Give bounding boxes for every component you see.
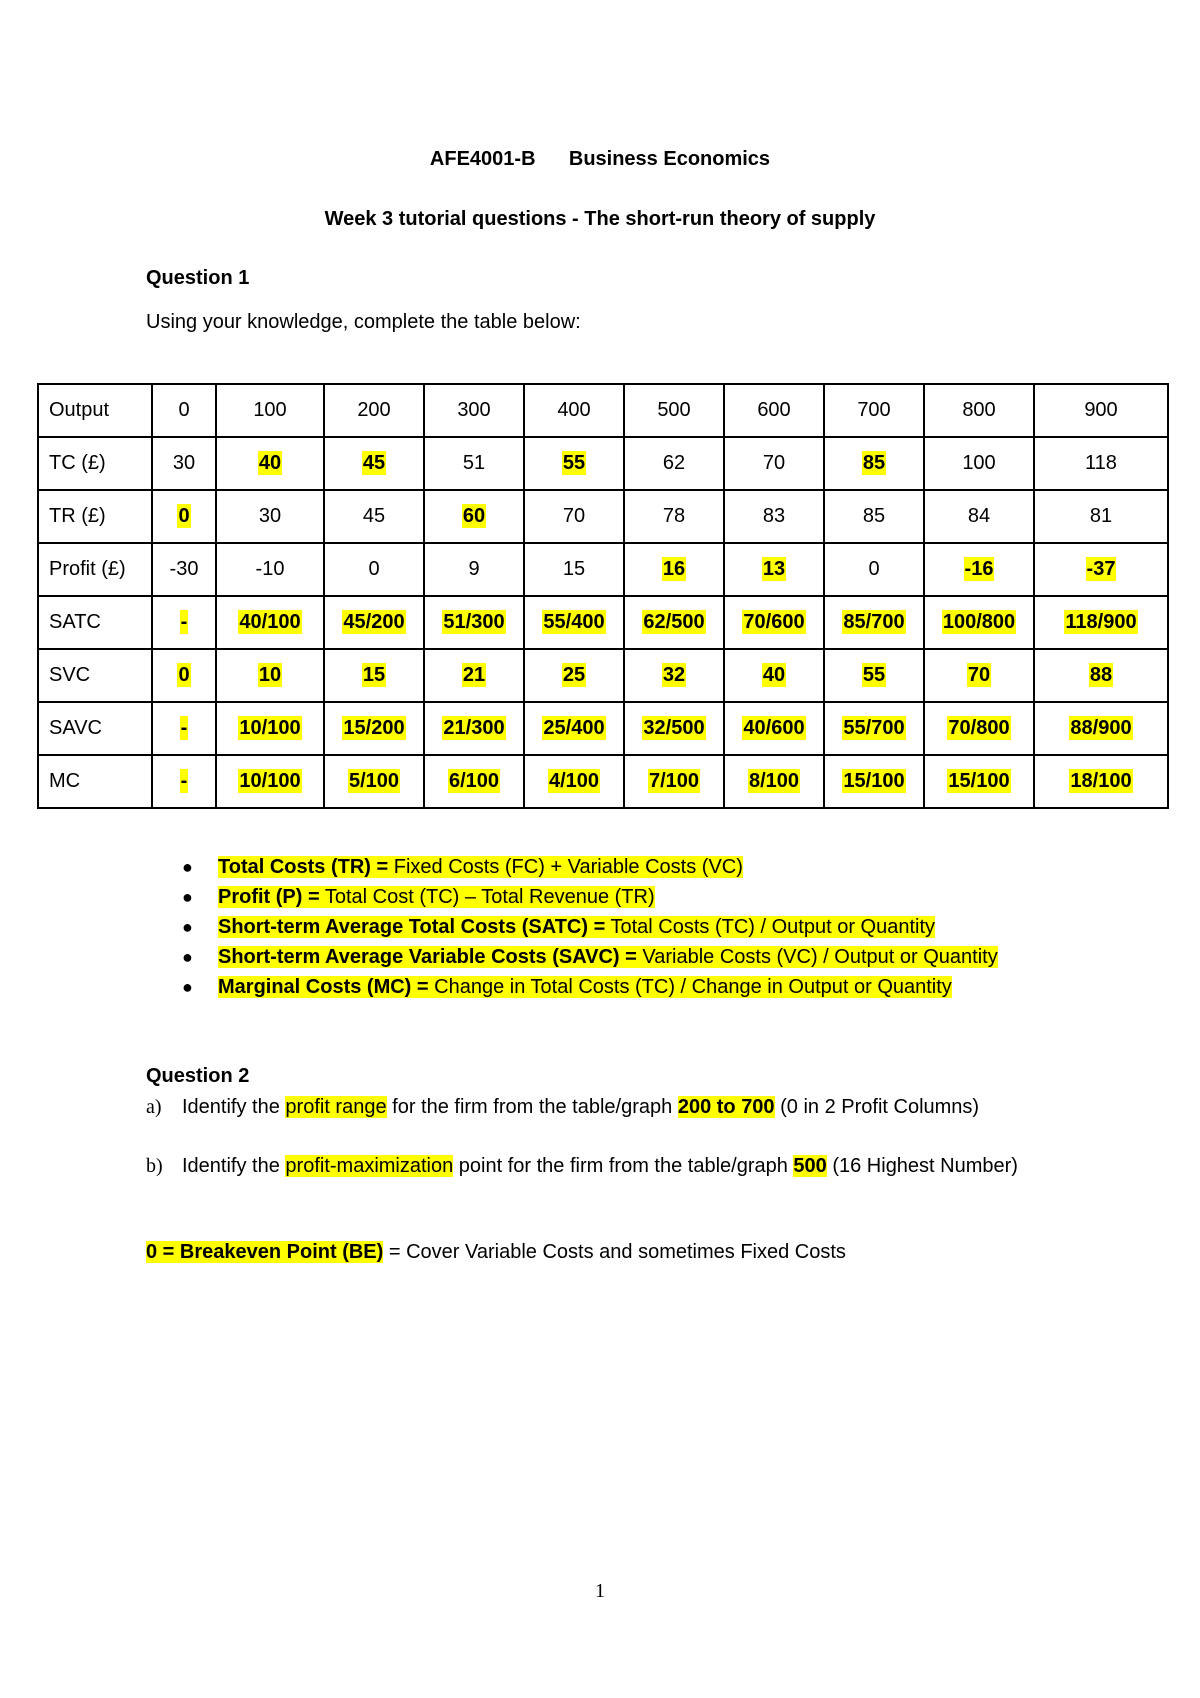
bullet-icon: ● (182, 977, 193, 997)
cell-value: 55 (562, 452, 586, 474)
cell-value: 32 (662, 664, 686, 686)
cell-value: 40 (258, 452, 282, 474)
cost-revenue-table (37, 383, 1169, 809)
row-label: SAVC (38, 702, 152, 755)
cell-value: -37 (1086, 558, 1116, 580)
cell-value: 70/600 (743, 611, 805, 633)
cell-value: 81 (1089, 505, 1113, 527)
table-row (38, 649, 1168, 702)
table-cell (216, 649, 324, 702)
formula-term: Short-term Average Variable Costs (SAVC) = (218, 946, 637, 968)
table-cell (524, 755, 624, 808)
table-cell (1034, 490, 1168, 543)
table-cell (216, 437, 324, 490)
formula-term: Total Costs (TR) = (218, 856, 389, 878)
output-header-cell: 400 (524, 384, 624, 437)
table-cell (624, 596, 724, 649)
bullet-icon: ● (182, 917, 193, 937)
table-cell (624, 490, 724, 543)
page-number: 1 (595, 1580, 605, 1602)
cell-value: 85 (862, 505, 886, 527)
output-header-cell: 600 (724, 384, 824, 437)
cell-value: 0 (178, 505, 190, 527)
cell-value: 21/300 (443, 717, 505, 739)
q2a-prefix: Identify the (182, 1096, 286, 1118)
list-item (170, 942, 998, 972)
cell-value: 51 (462, 452, 486, 474)
cell-value: 25 (562, 664, 586, 686)
cell-value: 5/100 (348, 770, 400, 792)
table-cell (524, 596, 624, 649)
cell-value: 55/700 (843, 717, 905, 739)
row-label: SVC (38, 649, 152, 702)
cell-value: 100/800 (942, 611, 1016, 633)
cell-value: 15/100 (948, 770, 1010, 792)
table-cell (624, 543, 724, 596)
cell-value: 30 (172, 452, 196, 474)
table-cell (724, 702, 824, 755)
bullet-icon: ● (182, 857, 193, 877)
table-cell (824, 755, 924, 808)
list-item (170, 912, 998, 942)
formula-text (218, 946, 998, 968)
cell-value: 40 (762, 664, 786, 686)
table-cell (924, 702, 1034, 755)
table-cell (824, 543, 924, 596)
table-cell (424, 437, 524, 490)
cell-value: 40/100 (239, 611, 301, 633)
cell-value: 84 (967, 505, 991, 527)
table-cell (1034, 543, 1168, 596)
table-cell (1034, 755, 1168, 808)
cell-value: 15 (562, 558, 586, 580)
cell-value: -16 (964, 558, 994, 580)
table-cell (324, 702, 424, 755)
table-cell (624, 437, 724, 490)
table-cell (924, 490, 1034, 543)
table-header-row (38, 384, 1168, 437)
cell-value: - (180, 770, 188, 792)
output-header-cell: 800 (924, 384, 1034, 437)
output-header-cell: 700 (824, 384, 924, 437)
cell-value: 13 (762, 558, 786, 580)
cell-value: 62/500 (643, 611, 705, 633)
table-row (38, 702, 1168, 755)
table-cell (152, 702, 216, 755)
table-cell (624, 702, 724, 755)
table-cell (1034, 437, 1168, 490)
table-cell (324, 596, 424, 649)
cell-value: 9 (468, 558, 480, 580)
formula-definition: Total Cost (TC) – Total Revenue (TR) (319, 886, 655, 908)
table-cell (216, 596, 324, 649)
table-cell (324, 543, 424, 596)
question-2-heading: Question 2 (146, 1065, 250, 1087)
table-cell (724, 543, 824, 596)
cell-value: 18/100 (1070, 770, 1132, 792)
cell-value: 0 (868, 558, 880, 580)
formula-term: Profit (P) = (218, 886, 320, 908)
cell-value: 4/100 (548, 770, 600, 792)
table-cell (1034, 649, 1168, 702)
q2b-highlight: profit-maximization (285, 1155, 454, 1177)
q2a-note: (0 in 2 Profit Columns) (774, 1096, 980, 1118)
formula-definition: Fixed Costs (FC) + Variable Costs (VC) (388, 856, 743, 878)
table-cell (924, 649, 1034, 702)
document-subtitle: Week 3 tutorial questions - The short-run theory of supply (324, 208, 876, 230)
course-code: AFE4001-B (429, 148, 536, 170)
formula-list (170, 852, 998, 1002)
q2b-answer: 500 (793, 1155, 827, 1177)
table-cell (152, 437, 216, 490)
formula-text (218, 886, 655, 908)
cell-value: 45 (362, 452, 386, 474)
cell-value: 85 (862, 452, 886, 474)
table-cell (324, 490, 424, 543)
cell-value: 8/100 (748, 770, 800, 792)
cell-value: 16 (662, 558, 686, 580)
cell-value: 78 (662, 505, 686, 527)
row-label: TC (£) (38, 437, 152, 490)
question-1-heading: Question 1 (146, 267, 250, 289)
cell-value: -30 (169, 558, 199, 580)
formula-term: Short-term Average Total Costs (SATC) = (218, 916, 606, 938)
cell-value: 0 (178, 664, 190, 686)
table-cell (216, 702, 324, 755)
item-letter: a) (146, 1096, 162, 1118)
table-cell (924, 755, 1034, 808)
table-row (38, 437, 1168, 490)
formula-definition: Change in Total Costs (TC) / Change in Output or Quantity (428, 976, 952, 998)
q2a-middle: for the firm from the table/graph (386, 1096, 678, 1118)
cell-value: - (180, 611, 188, 633)
item-letter: b) (146, 1155, 163, 1177)
table-cell (524, 437, 624, 490)
list-item (170, 972, 998, 1002)
table-cell (724, 649, 824, 702)
cell-value: 62 (662, 452, 686, 474)
question-2a (146, 1093, 1062, 1122)
table-cell (324, 649, 424, 702)
breakeven-text: = Cover Variable Costs and sometimes Fixed Costs (383, 1241, 846, 1263)
table-row (38, 596, 1168, 649)
formula-text (218, 916, 935, 938)
table-row (38, 543, 1168, 596)
table-cell (424, 543, 524, 596)
q2b-prefix: Identify the (182, 1155, 286, 1177)
list-item (170, 882, 998, 912)
table-cell (216, 755, 324, 808)
table-cell (152, 649, 216, 702)
breakeven-definition (146, 1241, 846, 1264)
table-cell (216, 543, 324, 596)
cell-value: 118/900 (1065, 611, 1137, 633)
cell-value: 83 (762, 505, 786, 527)
cell-value: 15/200 (343, 717, 405, 739)
row-label: Profit (£) (38, 543, 152, 596)
cell-value: 70/800 (948, 717, 1010, 739)
table-cell (1034, 702, 1168, 755)
cell-value: 70 (762, 452, 786, 474)
cell-value: - (180, 717, 188, 739)
cell-value: 10/100 (239, 717, 301, 739)
output-header-cell: 100 (216, 384, 324, 437)
table-cell (624, 649, 724, 702)
course-name: Business Economics (568, 148, 771, 170)
cell-value: 7/100 (648, 770, 700, 792)
table-cell (324, 437, 424, 490)
document-title (0, 148, 1200, 171)
table-cell (524, 649, 624, 702)
table-cell (724, 755, 824, 808)
cell-value: 88 (1089, 664, 1113, 686)
table-cell (724, 490, 824, 543)
formula-definition: Total Costs (TC) / Output or Quantity (605, 916, 936, 938)
table-cell (324, 755, 424, 808)
table-cell (824, 649, 924, 702)
q2b-middle: point for the firm from the table/graph (453, 1155, 794, 1177)
formula-text (218, 976, 952, 998)
output-header-cell: 0 (152, 384, 216, 437)
cell-value: 70 (967, 664, 991, 686)
cell-value: 32/500 (643, 717, 705, 739)
output-header-cell: 300 (424, 384, 524, 437)
q2b-note: (16 Highest Number) (826, 1155, 1018, 1177)
table-cell (624, 755, 724, 808)
cell-value: 118 (1085, 452, 1117, 474)
row-label: SATC (38, 596, 152, 649)
table-cell (424, 702, 524, 755)
cell-value: 100 (962, 452, 996, 474)
cell-value: 88/900 (1070, 717, 1132, 739)
table-row (38, 755, 1168, 808)
row-label: TR (£) (38, 490, 152, 543)
table-cell (424, 490, 524, 543)
bullet-icon: ● (182, 947, 193, 967)
output-header-cell: 500 (624, 384, 724, 437)
table-cell (724, 596, 824, 649)
question-1-instruction: Using your knowledge, complete the table below: (146, 311, 581, 333)
cell-value: 70 (562, 505, 586, 527)
cell-value: 21 (462, 664, 486, 686)
table-cell (1034, 596, 1168, 649)
breakeven-term: 0 = Breakeven Point (BE) (146, 1241, 384, 1263)
table-cell (424, 649, 524, 702)
table-cell (824, 437, 924, 490)
table-cell (924, 437, 1034, 490)
cell-value: 30 (258, 505, 282, 527)
table-cell (924, 543, 1034, 596)
cell-value: 25/400 (543, 717, 605, 739)
output-header-cell: 900 (1034, 384, 1168, 437)
table-cell (216, 490, 324, 543)
row-label: MC (38, 755, 152, 808)
table-cell (824, 596, 924, 649)
table-cell (152, 596, 216, 649)
cell-value: 6/100 (448, 770, 500, 792)
table-cell (424, 755, 524, 808)
formula-definition: Variable Costs (VC) / Output or Quantity (636, 946, 998, 968)
table-cell (824, 490, 924, 543)
cell-value: -10 (255, 558, 285, 580)
table-cell (924, 596, 1034, 649)
table-cell (152, 543, 216, 596)
table-cell (524, 702, 624, 755)
list-item (170, 852, 998, 882)
cell-value: 60 (462, 505, 486, 527)
cell-value: 0 (368, 558, 380, 580)
cell-value: 51/300 (443, 611, 505, 633)
table-cell (152, 490, 216, 543)
q2a-highlight: profit range (285, 1096, 387, 1118)
q2a-answer: 200 to 700 (677, 1096, 775, 1118)
cell-value: 45/200 (343, 611, 405, 633)
cell-value: 15 (362, 664, 386, 686)
table-cell (152, 755, 216, 808)
cell-value: 10 (258, 664, 282, 686)
table-cell (524, 490, 624, 543)
table-cell (424, 596, 524, 649)
output-header-cell: 200 (324, 384, 424, 437)
cell-value: 55 (862, 664, 886, 686)
table-row (38, 490, 1168, 543)
cell-value: 40/600 (743, 717, 805, 739)
formula-term: Marginal Costs (MC) = (218, 976, 429, 998)
bullet-icon: ● (182, 887, 193, 907)
cell-value: 85/700 (843, 611, 905, 633)
cell-value: 10/100 (239, 770, 301, 792)
formula-text (218, 856, 743, 878)
question-2b (146, 1152, 1062, 1181)
cell-value: 55/400 (543, 611, 605, 633)
row-label: Output (38, 384, 152, 437)
table-cell (824, 702, 924, 755)
table-cell (524, 543, 624, 596)
cell-value: 15/100 (843, 770, 905, 792)
table-cell (724, 437, 824, 490)
cell-value: 45 (362, 505, 386, 527)
